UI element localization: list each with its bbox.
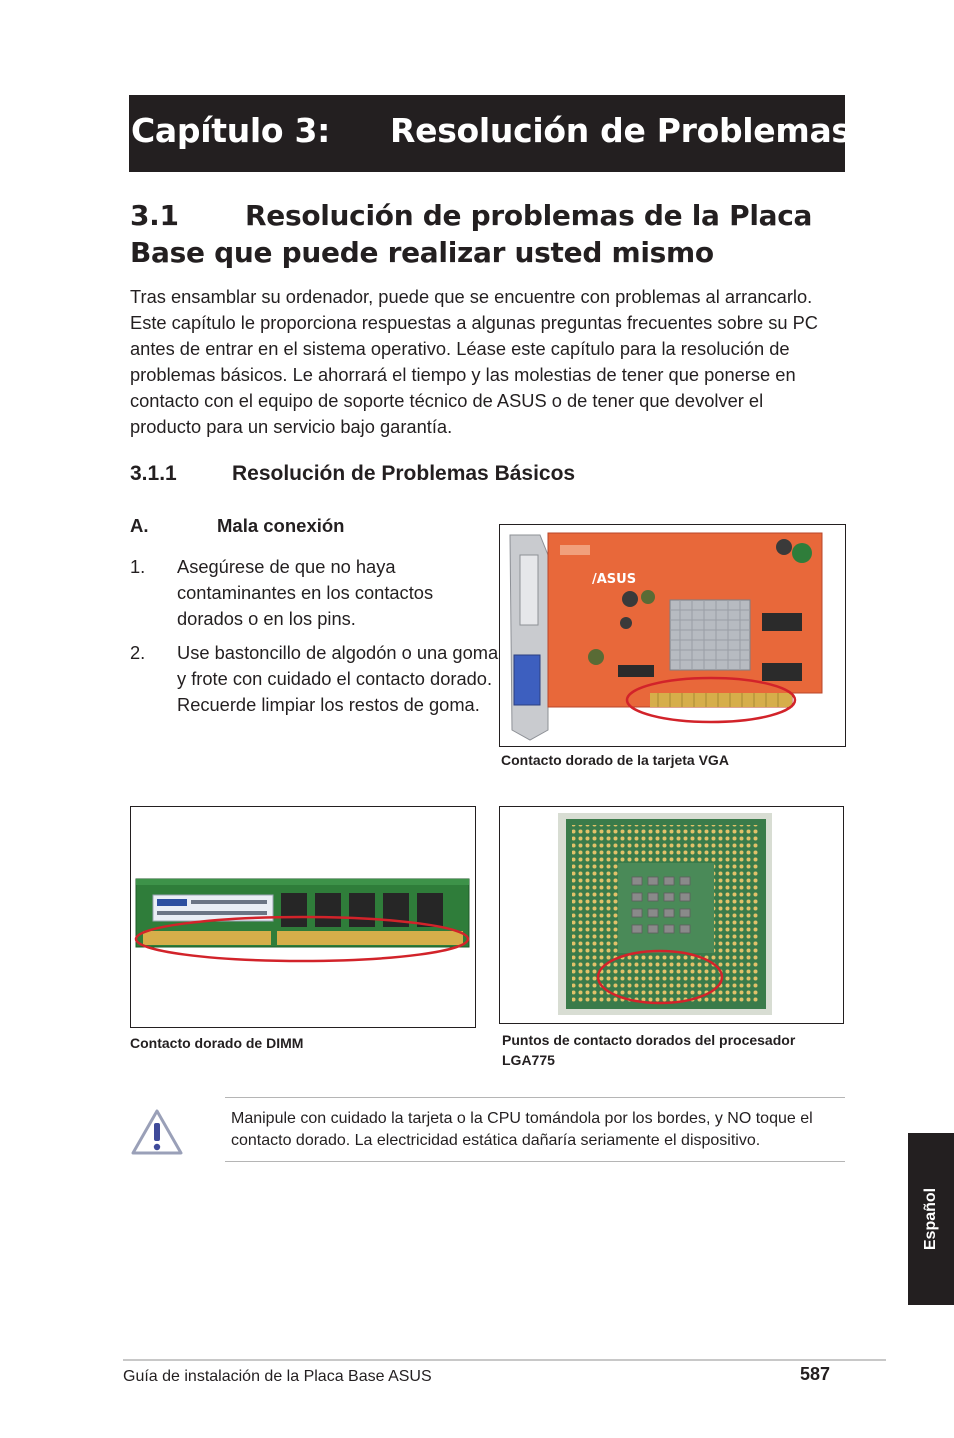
list-item	[130, 640, 500, 718]
section-number: 3.1	[130, 199, 179, 232]
vga-card-illustration	[500, 525, 844, 745]
cpu-photo	[499, 806, 844, 1024]
warning-note-text: Manipule con cuidado la tarjeta o la CPU tomándola por los bordes, y NO toque el contacto dorado. La electricidad estática dañaría seriamente el dispositivo.	[231, 1110, 813, 1149]
cpu-caption-line1: Puntos de contacto dorados del procesador	[502, 1032, 796, 1048]
item-letter: A.	[130, 515, 149, 536]
dimm-photo	[130, 806, 476, 1028]
section-title-line1: Resolución de problemas de la Placa	[245, 199, 813, 232]
step-text: Use bastoncillo de algodón o una goma y frote con cuidado el contacto dorado. Recuerde limpiar los restos de goma.	[177, 642, 499, 715]
note-bottom-rule	[225, 1161, 845, 1162]
intro-paragraph: Tras ensamblar su ordenador, puede que se encuentre con problemas al arrancarlo. Este capítulo le proporciona respuestas a algunas preguntas frecuentes sobre su PC antes de entrar en el sistema operativo. Léase este capítulo para la resolución de problemas básicos. Le ahorrará el tiempo y las molestias de tener que ponerse en contacto con el equipo de soporte técnico de ASUS o de tener que devolver el producto para un servicio bajo garantía.	[130, 286, 818, 437]
footer-rule	[123, 1359, 886, 1361]
dimm-caption: Contacto dorado de DIMM	[130, 1035, 304, 1051]
item-heading	[130, 515, 344, 537]
cpu-caption-line2: LGA775	[502, 1052, 555, 1068]
cpu-caption	[502, 1030, 795, 1070]
chapter-heading	[129, 95, 851, 172]
list-item	[130, 554, 500, 632]
step-text: Asegúrese de que no haya contaminantes en los contactos dorados o en los pins.	[177, 556, 434, 629]
language-tab-label: Español	[922, 1187, 939, 1251]
subsection-heading	[130, 462, 830, 486]
language-tab	[908, 1133, 954, 1305]
note-top-rule	[225, 1097, 845, 1098]
chapter-number: Capítulo 3:	[131, 111, 331, 150]
section-title-line2: Base que puede realizar usted mismo	[130, 236, 714, 269]
section-title	[130, 197, 850, 271]
vga-caption: Contacto dorado de la tarjeta VGA	[501, 752, 729, 768]
vga-card-photo	[499, 524, 846, 747]
chapter-title: Resolución de Problemas	[390, 111, 851, 150]
cpu-illustration	[500, 807, 842, 1022]
subsection-title: Resolución de Problemas Básicos	[232, 462, 576, 485]
step-number: 2.	[130, 642, 146, 663]
step-number: 1.	[130, 556, 146, 577]
subsection-number: 3.1.1	[130, 462, 177, 485]
page-number: 587	[800, 1364, 831, 1384]
step-list	[130, 554, 500, 726]
footer-title: Guía de instalación de la Placa Base ASUS	[123, 1368, 432, 1385]
vga-card-logo-text: /ASUS	[592, 572, 637, 587]
item-title: Mala conexión	[217, 515, 345, 536]
dimm-illustration	[131, 807, 474, 1026]
warning-icon	[130, 1108, 184, 1156]
